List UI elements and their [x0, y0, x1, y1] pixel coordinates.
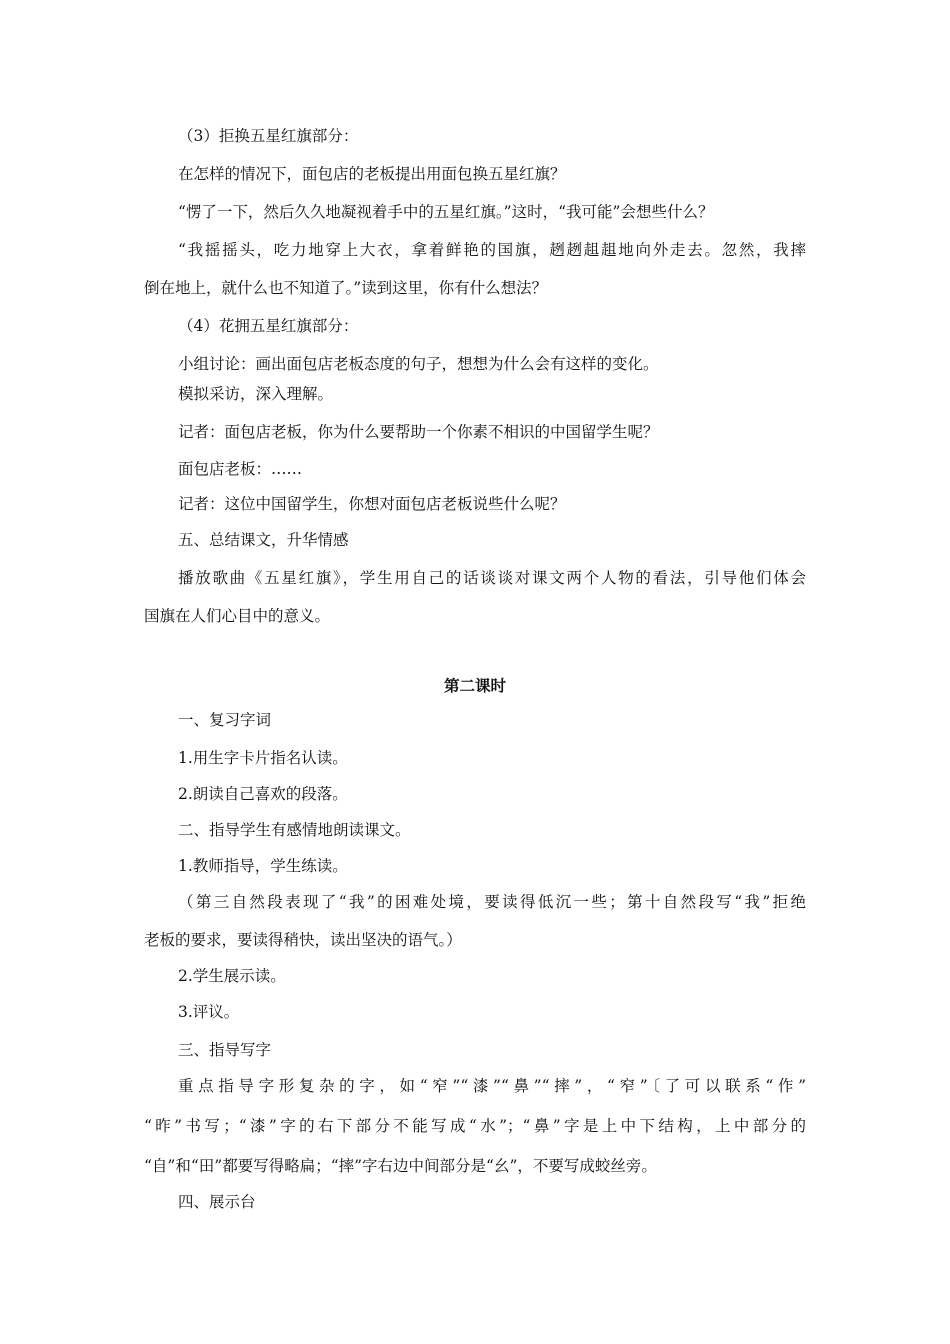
part4-interview: 模拟采访，深入理解。	[178, 385, 334, 403]
review-section-title: 一、复习字词	[178, 711, 272, 729]
section5-body-line1: 播放歌曲《五星红旗》，学生用自己的话谈谈对课文两个人物的看法，引导他们体会	[178, 569, 806, 587]
part3-question-3-line2: 倒在地上，就什么也不知道了。”读到这里，你有什么想法？	[144, 279, 548, 297]
part4-title: （4）花拥五星红旗部分：	[178, 317, 359, 335]
reporter-question-2: 记者：这位中国留学生，你想对面包店老板说些什么呢？	[178, 495, 566, 513]
lesson2-heading: 第二课时	[443, 676, 506, 695]
writing-section-title: 三、指导写字	[178, 1041, 272, 1059]
part3-question-2: “愣了一下，然后久久地凝视着手中的五星红旗。”这时，“我可能”会想些什么？	[178, 203, 714, 221]
showcase-section-title: 四、展示台	[178, 1193, 256, 1211]
part3-title: （3）拒换五星红旗部分：	[178, 127, 359, 145]
review-item-1: 1.用生字卡片指名认读。	[178, 749, 348, 767]
part3-question-3-line1: “我摇摇头，吃力地穿上大衣，拿着鲜艳的国旗，趔趔趄趄地向外走去。忽然，我摔	[178, 241, 806, 259]
section5-title: 五、总结课文，升华情感	[178, 531, 349, 549]
part3-question-1: 在怎样的情况下，面包店的老板提出用面包换五星红旗？	[178, 165, 566, 183]
section5-body-line2: 国旗在人们心目中的意义。	[144, 607, 331, 625]
writing-body-line1: 重点指导字形复杂的字，如“窄”“漆”“鼻”“摔”，“窄”〔了可以联系“作”	[178, 1077, 806, 1095]
owner-answer: 面包店老板：……	[178, 460, 303, 478]
reading-item-3: 3.评议。	[178, 1003, 240, 1021]
reading-note-line2: 老板的要求，要读得稍快，读出坚决的语气。）	[144, 931, 462, 949]
reading-item-1: 1.教师指导，学生练读。	[178, 857, 348, 875]
writing-body-line2: “昨”书写；“漆”字的右下部分不能写成“水”；“鼻”字是上中下结构，上中部分的	[144, 1117, 806, 1135]
reading-section-title: 二、指导学生有感情地朗读课文。	[178, 821, 411, 839]
reading-note-line1: （第三自然段表现了“我”的困难处境，要读得低沉一些；第十自然段写“我”拒绝	[178, 893, 806, 911]
review-item-2: 2.朗读自己喜欢的段落。	[178, 785, 348, 803]
reading-item-2: 2.学生展示读。	[178, 967, 286, 985]
writing-body-line3: “自”和“田”都要写得略扁；“摔”字右边中间部分是“幺”，不要写成蛟丝旁。	[144, 1157, 657, 1175]
reporter-question-1: 记者：面包店老板，你为什么要帮助一个你素不相识的中国留学生呢？	[178, 423, 659, 441]
part4-discussion: 小组讨论：画出面包店老板态度的句子，想想为什么会有这样的变化。	[178, 355, 659, 373]
